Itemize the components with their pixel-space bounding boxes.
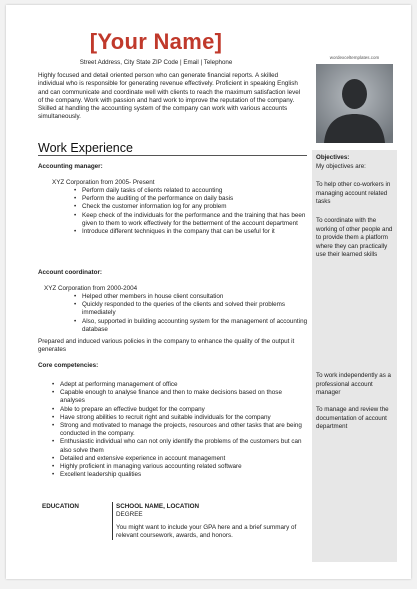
photo-block — [312, 55, 397, 147]
list-item: • Check the customer information log for any problem — [38, 203, 308, 211]
list-item: • Adept at performing management of office — [38, 381, 308, 389]
list-item: • Highly proficient in managing various accounting related software — [38, 463, 308, 471]
objective-item: To coordinate with the working of other people and to provide them a platform where they can practically use their learned skills — [316, 217, 393, 259]
job-duties — [38, 293, 308, 334]
job-note: Prepared and induced various policies in the company to enhance the quality of the output it generates — [38, 338, 295, 354]
core-competencies-heading: Core competencies: — [38, 362, 99, 369]
job-duties — [38, 187, 308, 236]
profile-summary: Highly focused and detail oriented person who can generate financial reports. A skilled individual who is responsible for generating revenue effectively. Proficient in speaking English and can communicate and coordinate well with clients to reach the maximum satisfaction level of the company. Work with passion and hard work to improve the reputation of the company. Skilled at handling the accounting system of the company can work with various accounts simultaneously. — [38, 72, 301, 121]
candidate-name: [Your Name] — [89, 29, 223, 54]
section-divider — [38, 155, 307, 156]
list-item: • Capable enough to analyse finance and then to make decisions based on those analyses — [38, 389, 308, 405]
education-note: You might want to include your GPA here and a brief summary of relevant coursework, awards, and honors. — [116, 524, 297, 540]
list-item: • Helped other members in house client consultation — [38, 293, 308, 301]
work-experience-heading: Work Experience — [38, 141, 133, 155]
job-company: XYZ Corporation from 2000-2004 — [44, 285, 138, 292]
objectives-sidebar — [312, 150, 397, 562]
job-title: Account coordinator: — [38, 269, 103, 276]
list-item: • Have strong abilities to recruit right and suitable individuals for the company — [38, 414, 308, 422]
photo-caption: wordexceltemplates.com — [329, 55, 380, 60]
list-item: • Introduce different techniques in the company that can be useful for it — [38, 228, 308, 236]
list-item: • Strong and motivated to manage the projects, resources and other tasks that are being conducted in the company. — [38, 422, 308, 438]
list-item: • Enthusiastic individual who can not only identify the problems of the customers but can also solve them — [38, 438, 308, 454]
list-item: • Keep check of the individuals for the performance and the training that has been given to them to work effectively for the betterment of the account department — [38, 212, 308, 228]
school-name: SCHOOL NAME, LOCATION — [116, 503, 200, 510]
degree: DEGREE — [116, 511, 143, 518]
objective-item: To help other co-workers in managing account related tasks — [316, 181, 391, 206]
objective-item: To manage and review the documentation of account department — [316, 406, 389, 431]
person-silhouette-icon — [316, 64, 393, 143]
contact-line: Street Address, City State ZIP Code | Email | Telephone — [79, 59, 233, 66]
list-item: • Perform daily tasks of clients related to accounting — [38, 187, 308, 195]
list-item: • Detailed and extensive experience in account management — [38, 455, 308, 463]
objective-item: To work independently as a professional account manager — [316, 372, 391, 397]
job-title: Accounting manager: — [38, 163, 103, 170]
resume-page — [6, 5, 411, 579]
list-item: • Quickly responded to the queries of the clients and solved their problems immediately — [38, 301, 308, 317]
objectives-intro: My objectives are: — [316, 163, 366, 170]
job-company: XYZ Corporation from 2005- Present — [52, 179, 155, 186]
competency-list — [38, 381, 308, 479]
education-heading: EDUCATION — [42, 503, 79, 510]
list-item: • Also, supported in building accounting system for the management of accounting database — [38, 318, 308, 334]
profile-photo — [316, 64, 393, 143]
education-divider — [112, 502, 113, 540]
list-item: • Able to prepare an effective budget for the company — [38, 406, 308, 414]
resume-header — [6, 5, 306, 66]
objectives-heading: Objectives: — [316, 154, 350, 161]
list-item: • Excellent leadership qualities — [38, 471, 308, 479]
list-item: • Perform the auditing of the performance on daily basis — [38, 195, 308, 203]
